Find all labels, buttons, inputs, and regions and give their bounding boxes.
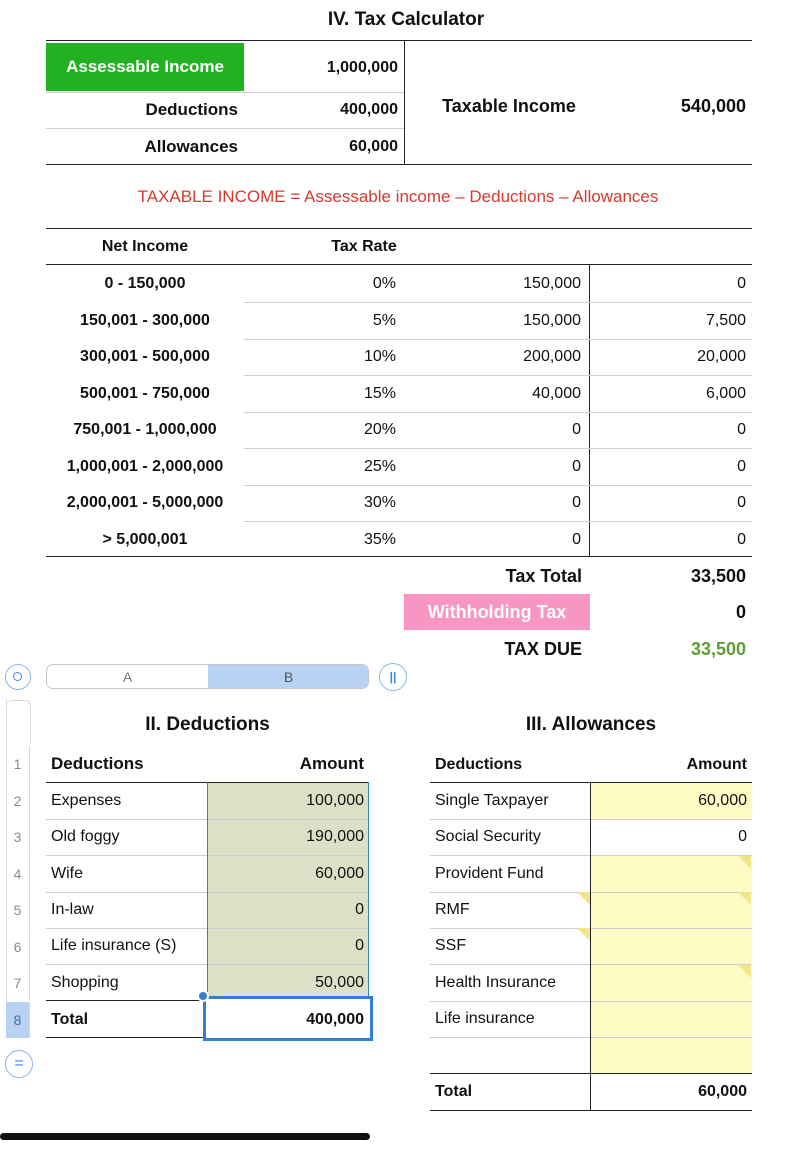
- select-all-handle[interactable]: [5, 664, 31, 690]
- bracket-range: 0 - 150,000: [104, 275, 186, 292]
- allowances-title: III. Allowances: [525, 714, 657, 735]
- bracket-tax[interactable]: 0: [737, 530, 746, 548]
- row-number[interactable]: 2: [6, 783, 30, 819]
- divider: [590, 782, 591, 1110]
- comment-marker-icon[interactable]: [738, 965, 751, 978]
- tax-rate-header: Tax Rate: [331, 238, 397, 255]
- bracket-tax[interactable]: 0: [737, 275, 746, 292]
- bracket-range: 500,001 - 750,000: [80, 384, 210, 402]
- divider: [589, 264, 590, 556]
- assessable-income-label: Assessable Income: [46, 43, 244, 91]
- column-a-header[interactable]: A: [122, 668, 133, 685]
- bracket-amount[interactable]: 0: [572, 421, 581, 438]
- bracket-amount[interactable]: 150,000: [523, 311, 581, 329]
- comment-marker-icon[interactable]: [577, 892, 590, 905]
- deductions-header-amount: Amount: [299, 754, 364, 773]
- allowances-header-name: Deductions: [435, 756, 523, 773]
- column-header-bar: [46, 664, 369, 689]
- pause-icon: ||: [389, 670, 397, 684]
- divider: [46, 264, 752, 265]
- assessable-income-value[interactable]: 1,000,000: [326, 59, 398, 76]
- deduction-name[interactable]: Wife: [51, 864, 83, 882]
- comment-marker-icon[interactable]: [577, 928, 590, 941]
- allowance-name[interactable]: Social Security: [435, 828, 541, 846]
- bracket-range: 300,001 - 500,000: [80, 348, 210, 365]
- deduction-name[interactable]: Shopping: [51, 973, 119, 991]
- bracket-tax[interactable]: 6,000: [705, 384, 746, 402]
- bracket-amount[interactable]: 150,000: [523, 275, 581, 292]
- allowance-amount[interactable]: [595, 1001, 747, 1037]
- deduction-name[interactable]: Life insurance (S): [51, 937, 177, 955]
- allowance-name[interactable]: Health Insurance: [435, 973, 556, 991]
- divider: [46, 556, 752, 557]
- row-number[interactable]: 6: [6, 929, 30, 965]
- bracket-rate[interactable]: 30%: [363, 494, 396, 511]
- bracket-tax[interactable]: 0: [737, 494, 746, 511]
- bracket-amount[interactable]: 0: [572, 457, 581, 475]
- tax-due-label: TAX DUE: [504, 638, 582, 659]
- allowance-amount[interactable]: 0: [738, 828, 747, 846]
- allowance-amount[interactable]: [595, 892, 747, 928]
- deductions-total-label: Total: [51, 1011, 89, 1028]
- tax-total-value[interactable]: 33,500: [690, 565, 746, 586]
- home-indicator: [0, 1133, 370, 1140]
- allowance-name[interactable]: [435, 1037, 585, 1073]
- deductions-title: II. Deductions: [145, 714, 270, 735]
- taxable-income-label: Taxable Income: [442, 95, 576, 116]
- deductions-header-name: Deductions: [51, 754, 144, 773]
- allowance-name[interactable]: Provident Fund: [435, 864, 544, 882]
- divider: [46, 1037, 203, 1038]
- add-row-handle[interactable]: [5, 1050, 33, 1078]
- allowance-amount[interactable]: 60,000: [698, 792, 747, 809]
- bracket-amount[interactable]: 40,000: [532, 384, 581, 402]
- row-number[interactable]: 7: [6, 965, 30, 1001]
- bracket-range: 150,001 - 300,000: [80, 311, 210, 329]
- allowance-amount[interactable]: [595, 1037, 747, 1073]
- deductions-total-value[interactable]: 400,000: [306, 1011, 364, 1028]
- bracket-range: 750,001 - 1,000,000: [73, 421, 217, 438]
- divider: [46, 228, 752, 229]
- divider: [404, 40, 405, 165]
- allowance-amount[interactable]: [595, 856, 747, 892]
- column-b-header[interactable]: B: [208, 665, 369, 688]
- row-number[interactable]: 5: [6, 892, 30, 928]
- deduction-name[interactable]: Old foggy: [51, 828, 120, 846]
- allowance-name[interactable]: Life insurance: [435, 1009, 535, 1027]
- equals-icon: =: [14, 1055, 24, 1072]
- row-number[interactable]: 8: [6, 1002, 30, 1038]
- tax-due-value: 33,500: [690, 638, 746, 659]
- bracket-rate[interactable]: 0%: [372, 275, 396, 292]
- bracket-amount[interactable]: 0: [572, 494, 581, 511]
- bracket-range: > 5,000,001: [102, 530, 188, 548]
- tax-total-label: Tax Total: [505, 565, 582, 586]
- bracket-range: 2,000,001 - 5,000,000: [66, 494, 224, 511]
- deduction-amount[interactable]: 190,000: [306, 828, 364, 846]
- column-resize-handle[interactable]: [379, 663, 407, 691]
- bracket-rate[interactable]: 35%: [363, 530, 396, 548]
- deduction-amount[interactable]: 50,000: [315, 973, 364, 991]
- allowances-total-value[interactable]: 60,000: [698, 1083, 747, 1100]
- bracket-tax[interactable]: 0: [737, 421, 746, 438]
- deduction-name[interactable]: In-law: [51, 900, 94, 918]
- comment-marker-icon[interactable]: [738, 892, 751, 905]
- bracket-range: 1,000,001 - 2,000,000: [66, 457, 224, 475]
- bracket-rate[interactable]: 5%: [372, 311, 396, 329]
- divider: [430, 1110, 752, 1111]
- allowance-name[interactable]: SSF: [435, 937, 467, 955]
- allowance-amount[interactable]: [595, 928, 747, 964]
- calculator-title: IV. Tax Calculator: [327, 9, 485, 30]
- selection-grab-handle[interactable]: [197, 990, 209, 1002]
- bracket-rate[interactable]: 10%: [363, 348, 396, 365]
- circle-icon: [13, 672, 22, 681]
- selection-edge: [368, 782, 369, 1000]
- deductions-label: Deductions: [145, 100, 238, 119]
- row-number[interactable]: 1: [6, 746, 30, 782]
- deduction-name[interactable]: Expenses: [51, 792, 122, 809]
- bracket-rate[interactable]: 20%: [363, 421, 396, 438]
- withholding-tax-label: Withholding Tax: [404, 594, 590, 630]
- allowances-header-amount: Amount: [686, 756, 747, 773]
- divider: [46, 40, 752, 41]
- net-income-header: Net Income: [101, 238, 189, 255]
- allowance-name[interactable]: RMF: [435, 900, 470, 918]
- deduction-amount[interactable]: 100,000: [306, 792, 364, 809]
- allowances-label: Allowances: [144, 137, 238, 156]
- allowances-value[interactable]: 60,000: [349, 138, 398, 155]
- bracket-tax[interactable]: 0: [737, 457, 746, 475]
- deduction-amount[interactable]: 60,000: [315, 864, 364, 882]
- allowance-amount[interactable]: [595, 965, 747, 1001]
- allowances-total-label: Total: [435, 1083, 473, 1100]
- divider: [430, 1073, 752, 1074]
- bracket-tax[interactable]: 7,500: [705, 311, 746, 329]
- row-number[interactable]: 3: [6, 819, 30, 855]
- bracket-rate[interactable]: 25%: [363, 457, 396, 475]
- bracket-amount[interactable]: 200,000: [523, 348, 581, 365]
- row-number[interactable]: 4: [6, 856, 30, 892]
- selection-edge: [207, 782, 208, 1000]
- bracket-rate[interactable]: 15%: [363, 384, 396, 402]
- taxable-income-value[interactable]: 540,000: [680, 95, 746, 116]
- divider: [46, 164, 752, 165]
- deduction-amount[interactable]: 0: [355, 900, 364, 918]
- deduction-amount[interactable]: 0: [355, 937, 364, 955]
- bracket-amount[interactable]: 0: [572, 530, 581, 548]
- comment-marker-icon[interactable]: [738, 856, 751, 869]
- bracket-tax[interactable]: 20,000: [697, 348, 746, 365]
- withholding-tax-value[interactable]: 0: [735, 601, 746, 622]
- allowance-name[interactable]: Single Taxpayer: [435, 792, 549, 809]
- formula-note: TAXABLE INCOME = Assessable income – Deductions – Allowances: [137, 187, 659, 206]
- row-header-top: [7, 700, 31, 744]
- deductions-value[interactable]: 400,000: [340, 101, 398, 118]
